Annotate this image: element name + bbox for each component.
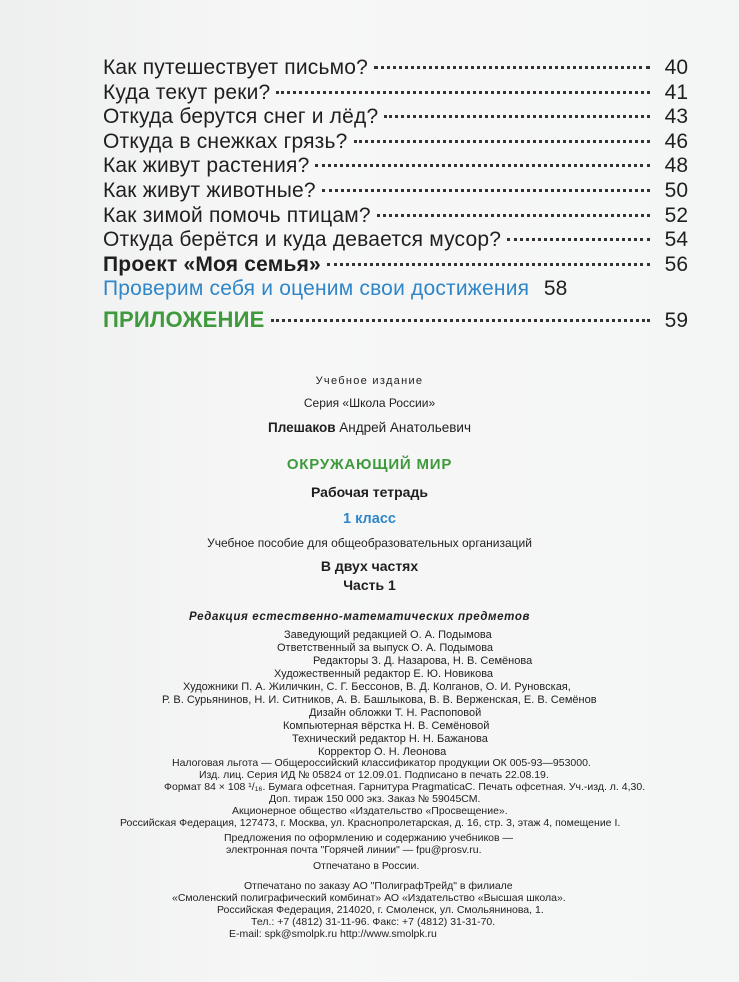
toc-page-number: 52 [664, 203, 688, 227]
fine-line: Доп. тираж 150 000 экз. Заказ № 59045СМ. [269, 793, 481, 805]
toc-page-number: 54 [664, 228, 688, 252]
credit-line: Корректор О. Н. Леонова [318, 746, 447, 758]
toc-title: Откуда берётся и куда девается мусор? [103, 228, 502, 252]
author-name: Андрей Анатольевич [339, 420, 471, 435]
toc-page-number: 40 [664, 56, 688, 79]
grade: 1 класс [343, 511, 396, 527]
part-number: Часть 1 [343, 577, 396, 593]
toc-title: Проверим себя и оценим свои достижения [103, 277, 530, 301]
toc-title: Как зимой помочь птицам? [103, 203, 371, 227]
fine-line: Отпечатано в России. [313, 860, 420, 872]
toc-leader [507, 238, 650, 241]
toc-title: ПРИЛОЖЕНИЕ [103, 306, 265, 332]
table-of-contents [103, 56, 688, 333]
edition-type: Учебное издание [315, 375, 424, 387]
fine-line: Налоговая льгота — Общероссийский классификатор продукции ОК 005-93—953000. [172, 757, 591, 769]
toc-page-number: 50 [664, 178, 688, 202]
toc-row [103, 130, 688, 155]
credit-line: Художественный редактор Е. Ю. Новикова [274, 668, 494, 680]
toc-leader [271, 319, 651, 322]
series: Серия «Школа России» [303, 396, 436, 410]
fine-line: Изд. лиц. Серия ИД № 05824 от 12.09.01. Подписано в печать 22.08.19. [199, 769, 549, 781]
author-surname: Плешаков [268, 420, 336, 435]
fine-line: электронная почта "Горячей линии" — fpu@prosv.ru. [226, 844, 482, 856]
toc-page-number: 48 [664, 154, 688, 178]
toc-row [103, 179, 688, 204]
credit-line: Художники П. А. Жиличкин, С. Г. Бессонов, В. Д. Колганов, О. И. Руновская, [183, 681, 571, 693]
fine-line: «Смоленский полиграфический комбинат» АО «Издательство «Высшая школа». [172, 892, 566, 904]
fine-line: E-mail: spk@smolpk.ru http://www.smolpk.ru [229, 928, 437, 940]
editorial-office: Редакция естественно-математических предметов [188, 611, 531, 623]
credit-line: Р. В. Сурьянинов, Н. И. Ситников, А. В. Башлыкова, В. В. Верженская, Е. В. Семёнов [162, 694, 597, 706]
toc-page-number: 56 [664, 252, 688, 276]
credit-line: Технический редактор Н. Н. Бажанова [292, 733, 488, 745]
toc-title: Как живут растения? [103, 154, 310, 178]
toc-row-appendix [103, 308, 688, 333]
toc-leader [384, 115, 650, 118]
toc-page-number: 41 [664, 80, 688, 104]
toc-page-number: 46 [664, 129, 688, 153]
toc-row [103, 228, 688, 253]
credit-line: Ответственный за выпуск О. А. Подымова [277, 642, 494, 654]
toc-page-number: 43 [664, 105, 688, 129]
toc-leader [377, 214, 650, 217]
toc-leader [374, 66, 650, 69]
toc-leader [276, 91, 650, 94]
fine-line: Предложения по оформлению и содержанию учебников — [224, 832, 514, 844]
parts: В двух частях [320, 558, 419, 574]
toc-title: Откуда в снежках грязь? [103, 129, 348, 153]
toc-row [103, 56, 688, 81]
fine-line: Тел.: +7 (4812) 31-11-96. Факс: +7 (4812) 31-31-70. [251, 916, 496, 928]
toc-title: Проект «Моя семья» [103, 252, 321, 276]
toc-row-project [103, 253, 688, 278]
toc-page-number: 58 [543, 277, 568, 301]
credit-line: Компьютерная вёрстка Н. В. Семёновой [283, 720, 490, 732]
fine-line: Российская Федерация, 127473, г. Москва, ул. Краснопролетарская, д. 16, стр. 3, этаж 4, помещение I. [120, 817, 621, 829]
fine-line: Отпечатано по заказу АО "ПолиграфТрейд" в филиале [244, 880, 513, 892]
toc-page-number: 59 [664, 308, 688, 332]
toc-row [103, 204, 688, 229]
toc-row [103, 81, 688, 106]
purpose: Учебное пособие для общеобразовательных организаций [207, 536, 532, 550]
toc-row-self-check [103, 277, 688, 302]
toc-title: Откуда берутся снег и лёд? [103, 105, 379, 129]
toc-row [103, 154, 688, 179]
toc-leader [322, 189, 650, 192]
fine-line: Акционерное общество «Издательство «Просвещение». [232, 805, 508, 817]
toc-row [103, 105, 688, 130]
credit-line: Дизайн обложки Т. Н. Распоповой [309, 707, 482, 719]
book-subtitle: Рабочая тетрадь [311, 484, 428, 500]
fine-line: Формат 84 × 108 ¹/₁₆. Бумага офсетная. Гарнитура PragmaticaC. Печать офсетная. Уч.-изд. л. 4,30. [164, 781, 646, 793]
toc-title: Куда текут реки? [103, 80, 271, 104]
credit-line: Заведующий редакцией О. А. Подымова [284, 629, 492, 641]
credit-line: Редакторы З. Д. Назарова, Н. В. Семёнова [313, 655, 533, 667]
toc-leader [315, 164, 650, 167]
book-title: ОКРУЖАЮЩИЙ МИР [286, 456, 453, 473]
toc-title: Как путешествует письмо? [103, 56, 369, 79]
fine-line: Российская Федерация, 214020, г. Смоленск, ул. Смольянинова, 1. [217, 904, 544, 916]
toc-title: Как живут животные? [103, 178, 316, 202]
author [0, 420, 739, 435]
toc-leader [327, 263, 650, 266]
toc-leader [354, 140, 650, 143]
